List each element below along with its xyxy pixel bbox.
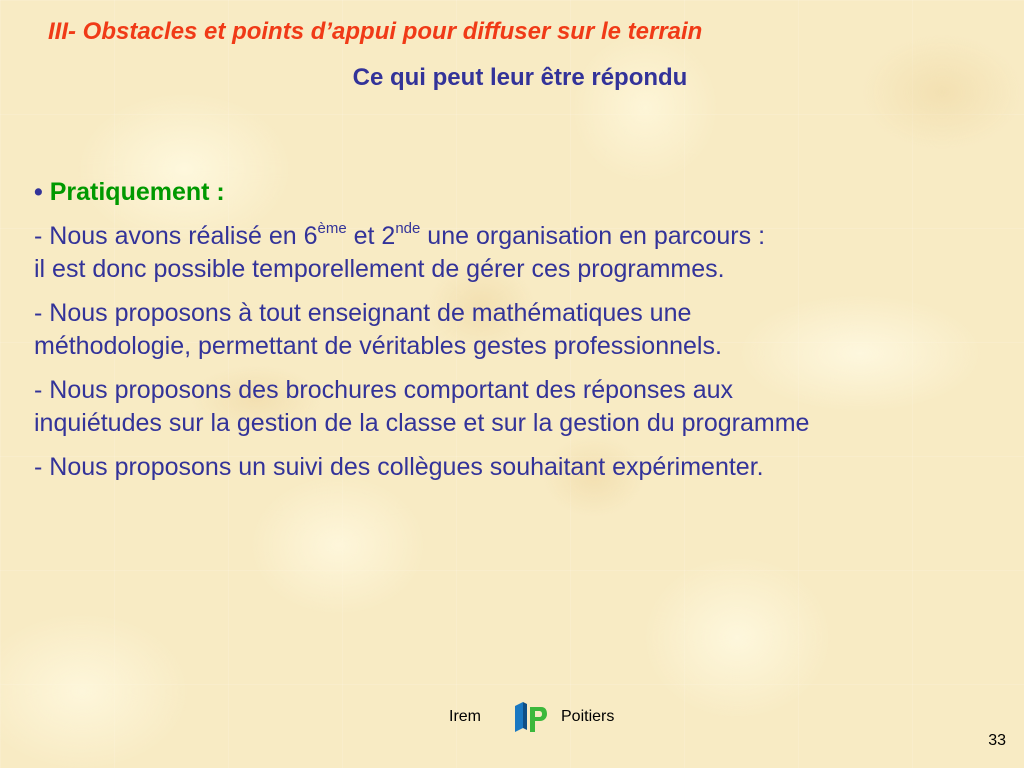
paragraph-line: - Nous proposons un suivi des collègues souhaitant expérimenter. <box>34 453 764 481</box>
paragraph-line: - Nous proposons des brochures comportant des réponses aux <box>34 376 733 404</box>
paragraph-line: méthodologie, permettant de véritables gestes professionnels. <box>34 332 722 360</box>
paragraph-suivi <box>34 451 1019 484</box>
page-number: 33 <box>988 732 1006 749</box>
paragraph-line: inquiétudes sur la gestion de la classe et sur la gestion du programme <box>34 409 810 437</box>
footer-poitiers-label: Poitiers <box>561 708 615 725</box>
bullet-heading <box>34 176 1019 209</box>
paragraph-brochures <box>34 374 1019 440</box>
superscript-sixieme: ème <box>317 220 347 237</box>
paragraph-parcours <box>34 220 1019 286</box>
bullet-label: Pratiquement : <box>49 178 225 206</box>
superscript-seconde: nde <box>395 220 421 237</box>
bullet-symbol: • <box>34 178 43 206</box>
slide-content <box>34 176 1019 495</box>
paragraph-line: il est donc possible temporellement de gérer ces programmes. <box>34 255 725 283</box>
footer-irem-label: Irem <box>449 708 481 725</box>
paragraph-methodologie <box>34 297 1019 363</box>
slide-heading: III- Obstacles et points d’appui pour diffuser sur le terrain <box>48 18 703 45</box>
paragraph-line: - Nous avons réalisé en 6ème et 2nde une organisation en parcours : <box>34 220 766 250</box>
paragraph-line: - Nous proposons à tout enseignant de mathématiques une <box>34 299 692 327</box>
slide-subheading: Ce qui peut leur être répondu <box>352 64 688 91</box>
irem-logo-icon <box>511 698 549 736</box>
